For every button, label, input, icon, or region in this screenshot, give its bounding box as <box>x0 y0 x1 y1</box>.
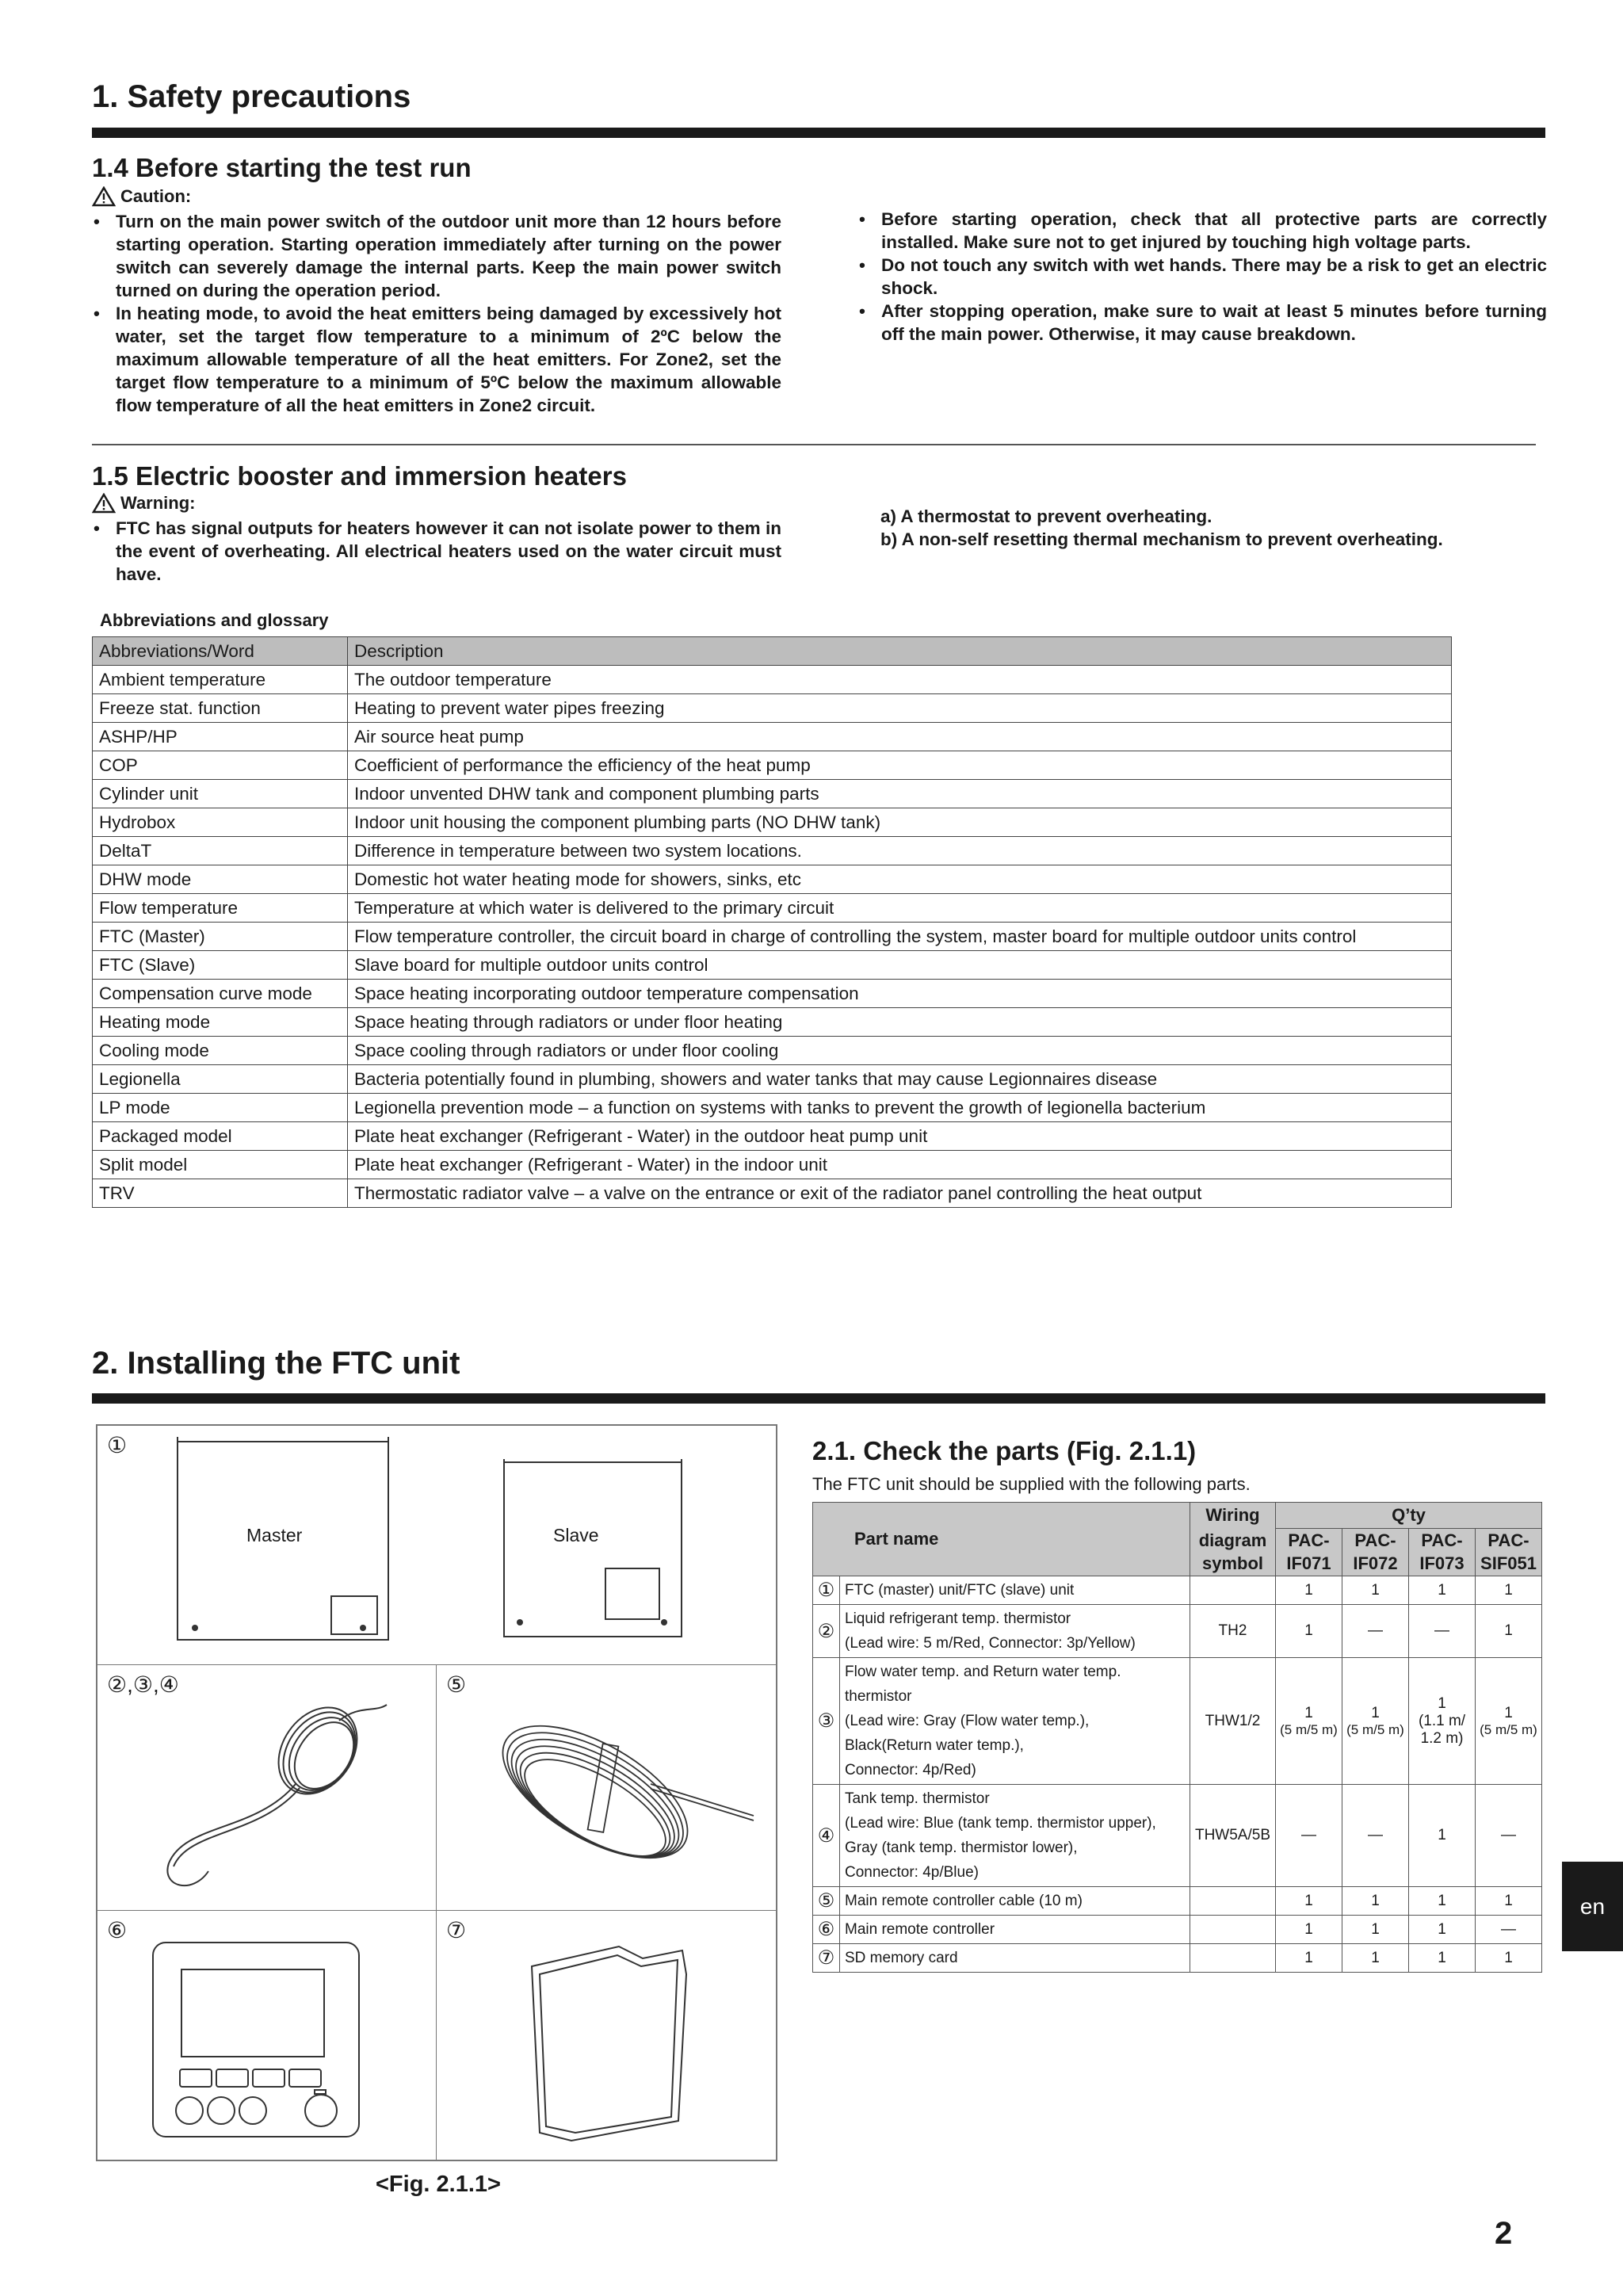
glossary-title: Abbreviations and glossary <box>100 610 329 630</box>
table-row <box>93 837 1452 865</box>
glossary-term: Legionella <box>93 1065 348 1094</box>
glossary-description: Heating to prevent water pipes freezing <box>348 694 1452 723</box>
glossary-term: Heating mode <box>93 1008 348 1037</box>
qty-length: (5 m/5 m) <box>1346 1721 1404 1737</box>
glossary-description: Coefficient of performance the efficiency of the heat pump <box>348 751 1452 780</box>
glossary-description: Legionella prevention mode – a function on systems with tanks to prevent the growth of legionella bacterium <box>348 1094 1452 1122</box>
figure-number: ① <box>107 1433 128 1457</box>
model-header: SIF051 <box>1476 1553 1542 1576</box>
glossary-description: The outdoor temperature <box>348 666 1452 694</box>
qty-cell: 1 <box>1476 1605 1542 1658</box>
remote-controller-cable-drawing <box>476 1697 762 1903</box>
table-row <box>813 1658 1542 1785</box>
figure-cell-remote-controller <box>97 1911 437 2160</box>
list-item: • After stopping operation, make sure to wait at least 5 minutes before turning off the main power. Otherwise, it may cause breakdown. <box>857 300 1547 346</box>
caution-heading <box>92 186 191 207</box>
list-item: • Do not touch any switch with wet hands. There may be a risk to get an electric shock. <box>857 254 1547 300</box>
list-item: • Turn on the main power switch of the outdoor unit more than 12 hours before starting operation. Starting operation immediately after turning on the power switch can severely damage the internal parts. Keep the main power switch turned on during the operation period. <box>92 210 781 302</box>
glossary-description: Slave board for multiple outdoor units control <box>348 951 1452 980</box>
qty-cell: 1 <box>1276 1605 1342 1658</box>
row-number: ② <box>813 1605 840 1658</box>
glossary-term: Compensation curve mode <box>93 980 348 1008</box>
glossary-description: Indoor unit housing the component plumbing parts (NO DHW tank) <box>348 808 1452 837</box>
wiring-header: Wiring <box>1190 1503 1276 1529</box>
requirement-a: a) A thermostat to prevent overheating. <box>880 506 1212 526</box>
row-number: ⑥ <box>813 1916 840 1944</box>
glossary-term: FTC (Slave) <box>93 951 348 980</box>
table-row <box>93 894 1452 923</box>
part-name <box>840 1605 1190 1658</box>
wiring-header: symbol <box>1190 1553 1276 1576</box>
glossary-term: ASHP/HP <box>93 723 348 751</box>
qty-length: (5 m/5 m) <box>1280 1721 1338 1737</box>
glossary-term: Packaged model <box>93 1122 348 1151</box>
part-name-line: Black(Return water temp.), <box>845 1737 1024 1754</box>
page-number: 2 <box>1495 2216 1513 2251</box>
qty-length: 1.2 m) <box>1420 1729 1464 1747</box>
warning-icon <box>92 493 116 514</box>
qty-cell: 1 <box>1476 1944 1542 1973</box>
wiring-symbol <box>1190 1944 1276 1973</box>
glossary-description: Domestic hot water heating mode for showers, sinks, etc <box>348 865 1452 894</box>
qty-cell <box>1409 1658 1476 1785</box>
warning-heading <box>92 493 196 514</box>
section-2-title: 2. Installing the FTC unit <box>92 1346 460 1381</box>
qty-cell <box>1276 1658 1342 1785</box>
wiring-symbol <box>1190 1887 1276 1916</box>
section-2-rule <box>92 1393 1545 1404</box>
table-row <box>93 808 1452 837</box>
table-row <box>93 1008 1452 1037</box>
table-row <box>93 1151 1452 1179</box>
figure-cell-remote-cable <box>437 1665 776 1911</box>
wiring-symbol <box>1190 1916 1276 1944</box>
part-name <box>840 1887 1190 1916</box>
section-1-5-title: 1.5 Electric booster and immersion heaters <box>92 461 627 491</box>
glossary-term: TRV <box>93 1179 348 1208</box>
part-name-line: Main remote controller cable (10 m) <box>845 1893 1083 1909</box>
model-header: PAC- <box>1342 1529 1409 1553</box>
qty-cell: 1 <box>1409 1916 1476 1944</box>
qty-length: (1.1 m/ <box>1418 1712 1466 1729</box>
qty-cell <box>1342 1658 1409 1785</box>
section-1-4-title: 1.4 Before starting the test run <box>92 153 472 182</box>
row-number: ⑤ <box>813 1887 840 1916</box>
glossary-description: Indoor unvented DHW tank and component plumbing parts <box>348 780 1452 808</box>
part-name-line: (Lead wire: Gray (Flow water temp.), <box>845 1713 1090 1729</box>
part-name <box>840 1916 1190 1944</box>
figure-cell-sd-card <box>437 1911 776 2160</box>
qty-cell: 1 <box>1409 1887 1476 1916</box>
list-item: • In heating mode, to avoid the heat emitters being damaged by excessively hot water, set the target flow temperature to a minimum of 2ºC below the maximum allowable temperature of all the heat emitters. For Zone2, set the target flow temperature to a minimum of 5ºC below the maximum allowable flow temperature of all the heat emitters in Zone2 circuit. <box>92 302 781 417</box>
qty-cell <box>1476 1658 1542 1785</box>
ftc-slave-unit-drawing <box>498 1457 696 1656</box>
part-name <box>840 1944 1190 1973</box>
table-row <box>813 1785 1542 1887</box>
wiring-header: diagram <box>1190 1529 1276 1553</box>
wiring-symbol: THW5A/5B <box>1190 1785 1276 1887</box>
table-row <box>813 1944 1542 1973</box>
parts-table <box>812 1502 1542 1973</box>
figure-number: ⑦ <box>446 1918 467 1943</box>
figure-cell-thermistors <box>97 1665 437 1911</box>
glossary-description: Air source heat pump <box>348 723 1452 751</box>
warning-list <box>92 517 781 586</box>
glossary-term: Cooling mode <box>93 1037 348 1065</box>
row-number: ⑦ <box>813 1944 840 1973</box>
table-row <box>93 1094 1452 1122</box>
main-remote-controller-drawing <box>145 1935 383 2149</box>
section-1-title: 1. Safety precautions <box>92 79 411 114</box>
qty-cell: 1 <box>1409 1944 1476 1973</box>
row-number: ① <box>813 1576 840 1605</box>
glossary-description: Space heating through radiators or under floor heating <box>348 1008 1452 1037</box>
qty-length: (5 m/5 m) <box>1480 1721 1537 1737</box>
qty-value: 1 <box>1504 1704 1513 1721</box>
glossary-term: Flow temperature <box>93 894 348 923</box>
qty-cell: — <box>1276 1785 1342 1887</box>
requirement-b: b) A non-self resetting thermal mechanism to prevent overheating. <box>880 529 1443 549</box>
part-name-line: FTC (master) unit/FTC (slave) unit <box>845 1582 1075 1599</box>
glossary-term: Ambient temperature <box>93 666 348 694</box>
glossary-description: Temperature at which water is delivered to the primary circuit <box>348 894 1452 923</box>
part-name <box>840 1576 1190 1605</box>
qty-cell: 1 <box>1476 1887 1542 1916</box>
qty-value: 1 <box>1371 1704 1380 1721</box>
caution-label: Caution: <box>120 186 192 206</box>
qty-value: 1 <box>1304 1704 1313 1721</box>
sd-memory-card-drawing <box>524 1943 698 2149</box>
part-name-line: Connector: 4p/Red) <box>845 1762 976 1778</box>
glossary-term: FTC (Master) <box>93 923 348 951</box>
table-row <box>93 1037 1452 1065</box>
qty-cell: 1 <box>1409 1785 1476 1887</box>
qty-cell: 1 <box>1342 1576 1409 1605</box>
table-header-row <box>93 637 1452 666</box>
model-header: PAC- <box>1409 1529 1476 1553</box>
table-header-row <box>813 1503 1542 1529</box>
table-row <box>93 865 1452 894</box>
part-name-line: (Lead wire: Blue (tank temp. thermistor upper), <box>845 1815 1156 1832</box>
table-row <box>93 1065 1452 1094</box>
table-row <box>813 1576 1542 1605</box>
qty-cell: — <box>1342 1605 1409 1658</box>
glossary-description: Bacteria potentially found in plumbing, showers and water tanks that may cause Legionnaires disease <box>348 1065 1452 1094</box>
table-row <box>813 1605 1542 1658</box>
qty-cell: 1 <box>1276 1576 1342 1605</box>
table-row <box>93 1122 1452 1151</box>
master-label: Master <box>246 1525 303 1545</box>
glossary-description: Flow temperature controller, the circuit board in charge of controlling the system, master board for multiple outdoor units control <box>348 923 1452 951</box>
divider <box>92 444 1536 445</box>
parts-figure <box>96 1424 777 2161</box>
row-number: ③ <box>813 1658 840 1785</box>
qty-cell: — <box>1476 1785 1542 1887</box>
qty-cell: — <box>1342 1785 1409 1887</box>
table-row <box>93 694 1452 723</box>
part-name-line: Connector: 4p/Blue) <box>845 1864 979 1881</box>
model-header: IF073 <box>1409 1553 1476 1576</box>
qty-cell: — <box>1476 1916 1542 1944</box>
table-row <box>93 723 1452 751</box>
qty-cell: 1 <box>1342 1916 1409 1944</box>
part-name-line: Liquid refrigerant temp. thermistor <box>845 1610 1071 1627</box>
wiring-symbol: TH2 <box>1190 1605 1276 1658</box>
thermistor-cable-drawing <box>161 1697 391 1903</box>
qty-cell: 1 <box>1342 1887 1409 1916</box>
part-name-line: Tank temp. thermistor <box>845 1790 990 1807</box>
qty-cell: 1 <box>1276 1944 1342 1973</box>
figure-caption: <Fig. 2.1.1> <box>376 2172 501 2197</box>
qty-cell: 1 <box>1276 1887 1342 1916</box>
figure-number: ⑥ <box>107 1918 128 1943</box>
table-header: Description <box>348 637 1452 666</box>
caution-icon <box>92 186 116 207</box>
glossary-term: Cylinder unit <box>93 780 348 808</box>
model-header: IF072 <box>1342 1553 1409 1576</box>
figure-number: ②,③,④ <box>107 1672 179 1697</box>
part-name-header: Part name <box>813 1503 1190 1576</box>
glossary-term: DHW mode <box>93 865 348 894</box>
table-row <box>813 1887 1542 1916</box>
section-2-1-title: 2.1. Check the parts (Fig. 2.1.1) <box>812 1436 1197 1465</box>
caution-list-right <box>857 208 1547 346</box>
glossary-description: Plate heat exchanger (Refrigerant - Water) in the outdoor heat pump unit <box>348 1122 1452 1151</box>
section-1-rule <box>92 128 1545 138</box>
glossary-description: Difference in temperature between two system locations. <box>348 837 1452 865</box>
table-row <box>93 780 1452 808</box>
language-tab: en <box>1562 1862 1623 1951</box>
table-row <box>93 951 1452 980</box>
figure-number: ⑤ <box>446 1672 467 1697</box>
qty-value: 1 <box>1438 1694 1446 1712</box>
glossary-term: LP mode <box>93 1094 348 1122</box>
wiring-symbol: THW1/2 <box>1190 1658 1276 1785</box>
glossary-term: DeltaT <box>93 837 348 865</box>
slave-label: Slave <box>553 1525 599 1545</box>
glossary-description: Space cooling through radiators or under floor cooling <box>348 1037 1452 1065</box>
part-name <box>840 1658 1190 1785</box>
table-header: Abbreviations/Word <box>93 637 348 666</box>
parts-intro: The FTC unit should be supplied with the following parts. <box>812 1474 1251 1494</box>
list-item: • Before starting operation, check that all protective parts are correctly installed. Make sure not to get injured by touching high voltage parts. <box>857 208 1547 254</box>
table-row <box>93 1179 1452 1208</box>
table-row <box>93 923 1452 951</box>
part-name <box>840 1785 1190 1887</box>
glossary-table <box>92 636 1452 1208</box>
glossary-term: COP <box>93 751 348 780</box>
warning-label: Warning: <box>120 493 196 513</box>
glossary-term: Hydrobox <box>93 808 348 837</box>
table-row <box>93 751 1452 780</box>
part-name-line: thermistor <box>845 1688 912 1705</box>
qty-cell: 1 <box>1476 1576 1542 1605</box>
figure-cell-ftc-units <box>97 1426 776 1665</box>
part-name-line: (Lead wire: 5 m/Red, Connector: 3p/Yellow) <box>845 1635 1136 1652</box>
qty-cell: 1 <box>1409 1576 1476 1605</box>
glossary-term: Freeze stat. function <box>93 694 348 723</box>
wiring-symbol <box>1190 1576 1276 1605</box>
table-row <box>813 1916 1542 1944</box>
row-number: ④ <box>813 1785 840 1887</box>
glossary-description: Thermostatic radiator valve – a valve on the entrance or exit of the radiator panel controlling the heat output <box>348 1179 1452 1208</box>
part-name-line: Gray (tank temp. thermistor lower), <box>845 1839 1078 1856</box>
qty-cell: 1 <box>1276 1916 1342 1944</box>
qty-cell: 1 <box>1342 1944 1409 1973</box>
part-name-line: Flow water temp. and Return water temp. <box>845 1664 1121 1680</box>
glossary-term: Split model <box>93 1151 348 1179</box>
table-row <box>93 666 1452 694</box>
model-header: IF071 <box>1276 1553 1342 1576</box>
glossary-description: Plate heat exchanger (Refrigerant - Water) in the indoor unit <box>348 1151 1452 1179</box>
glossary-description: Space heating incorporating outdoor temperature compensation <box>348 980 1452 1008</box>
caution-list-left <box>92 210 781 417</box>
part-name-line: SD memory card <box>845 1950 958 1966</box>
model-header: PAC- <box>1476 1529 1542 1553</box>
qty-cell: — <box>1409 1605 1476 1658</box>
list-item: • FTC has signal outputs for heaters however it can not isolate power to them in the event of overheating. All electrical heaters used on the water circuit must have. <box>92 517 781 586</box>
model-header: PAC- <box>1276 1529 1342 1553</box>
table-row <box>93 980 1452 1008</box>
part-name-line: Main remote controller <box>845 1921 995 1938</box>
ftc-master-unit-drawing <box>173 1434 514 1656</box>
qty-header: Q’ty <box>1276 1503 1542 1529</box>
